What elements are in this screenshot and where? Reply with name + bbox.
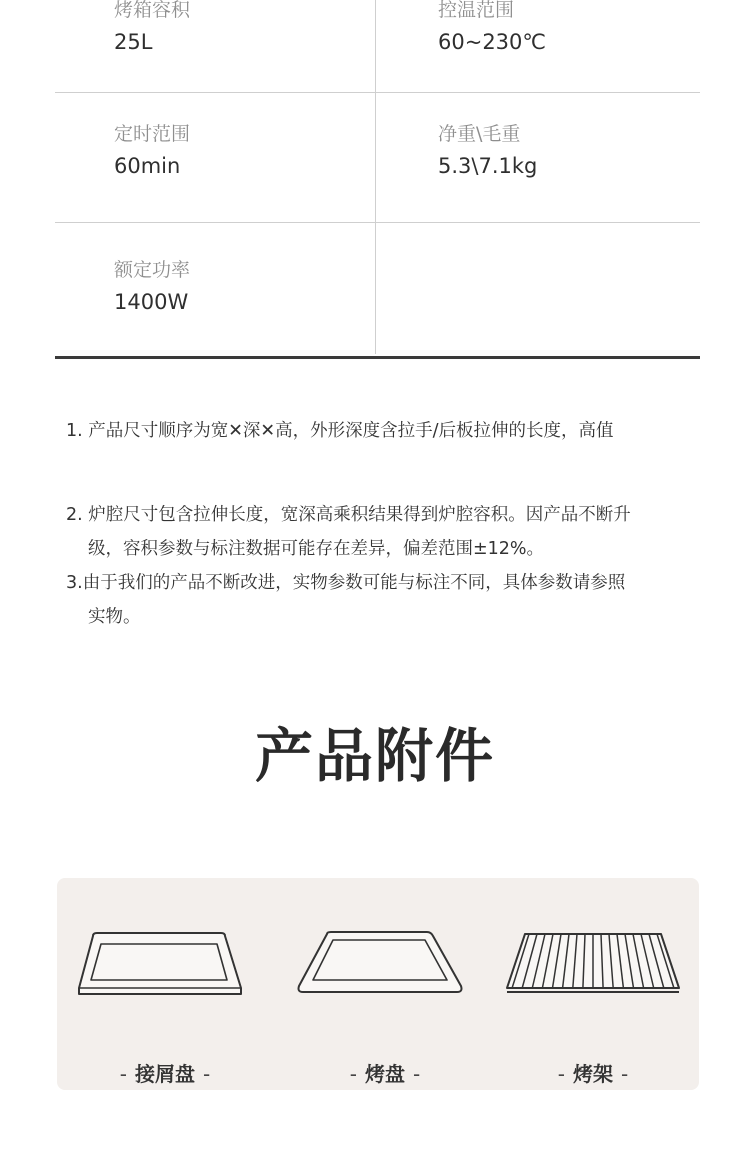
note-3-line-2-text: 实物。: [88, 607, 141, 627]
note-3-line-2: [66, 600, 696, 634]
spec-value: 60min: [114, 154, 181, 178]
wire-rack-icon: [503, 930, 683, 1000]
accessory-item: [503, 930, 683, 1086]
accessory-label: [295, 1060, 475, 1088]
spec-label: 定时范围: [114, 123, 191, 145]
accessories-title: 产品附件: [254, 722, 495, 790]
accessory-item: [295, 930, 475, 1086]
label-dash: -: [413, 1062, 421, 1086]
note-2-line-1: 2. 炉腔尺寸包含拉伸长度，宽深高乘积结果得到炉腔容积。因产品不断升: [66, 505, 631, 525]
spec-cell-rated-power: [114, 258, 414, 315]
spec-cell-temperature-range: [438, 0, 738, 55]
note-3-line-1: 3.由于我们的产品不断改进，实物参数可能与标注不同，具体参数请参照: [66, 573, 626, 593]
accessory-name: 烤架: [573, 1062, 613, 1086]
spec-label: 控温范围: [438, 0, 515, 21]
spec-label: 净重\毛重: [438, 123, 521, 145]
label-dash: -: [557, 1062, 565, 1086]
spec-value: 25L: [114, 30, 153, 54]
label-dash: -: [349, 1062, 357, 1086]
spec-value: 5.3\7.1kg: [438, 154, 538, 178]
accessory-item: [75, 930, 255, 1086]
crumb-tray-icon: [75, 930, 245, 1000]
label-dash: -: [203, 1062, 211, 1086]
accessory-label: [503, 1060, 683, 1088]
baking-pan-icon: [295, 930, 465, 1000]
spec-value: 60~230℃: [438, 30, 546, 54]
spec-cell-capacity: [114, 0, 414, 55]
accessory-name: 烤盘: [365, 1062, 405, 1086]
label-dash: -: [621, 1062, 629, 1086]
accessory-name: 接屑盘: [135, 1062, 195, 1086]
spec-label: 烤箱容积: [114, 0, 191, 21]
table-row-divider: [55, 222, 700, 223]
note-2-line-2: [66, 532, 696, 566]
spec-value: 1400W: [114, 290, 189, 314]
spec-cell-weight: [438, 122, 738, 179]
spec-table: [55, 0, 700, 359]
note-1: 1. 产品尺寸顺序为宽✕深✕高，外形深度含拉手/后板拉伸的长度，高值: [66, 421, 614, 441]
spec-cell-timer-range: [114, 122, 414, 179]
table-row-divider: [55, 92, 700, 93]
accessory-label: [75, 1060, 255, 1088]
note-2-line-2-text: 级，容积参数与标注数据可能存在差异，偏差范围±12%。: [88, 539, 545, 559]
spec-label: 额定功率: [114, 259, 191, 281]
accessories-card: [57, 878, 699, 1090]
label-dash: -: [119, 1062, 127, 1086]
